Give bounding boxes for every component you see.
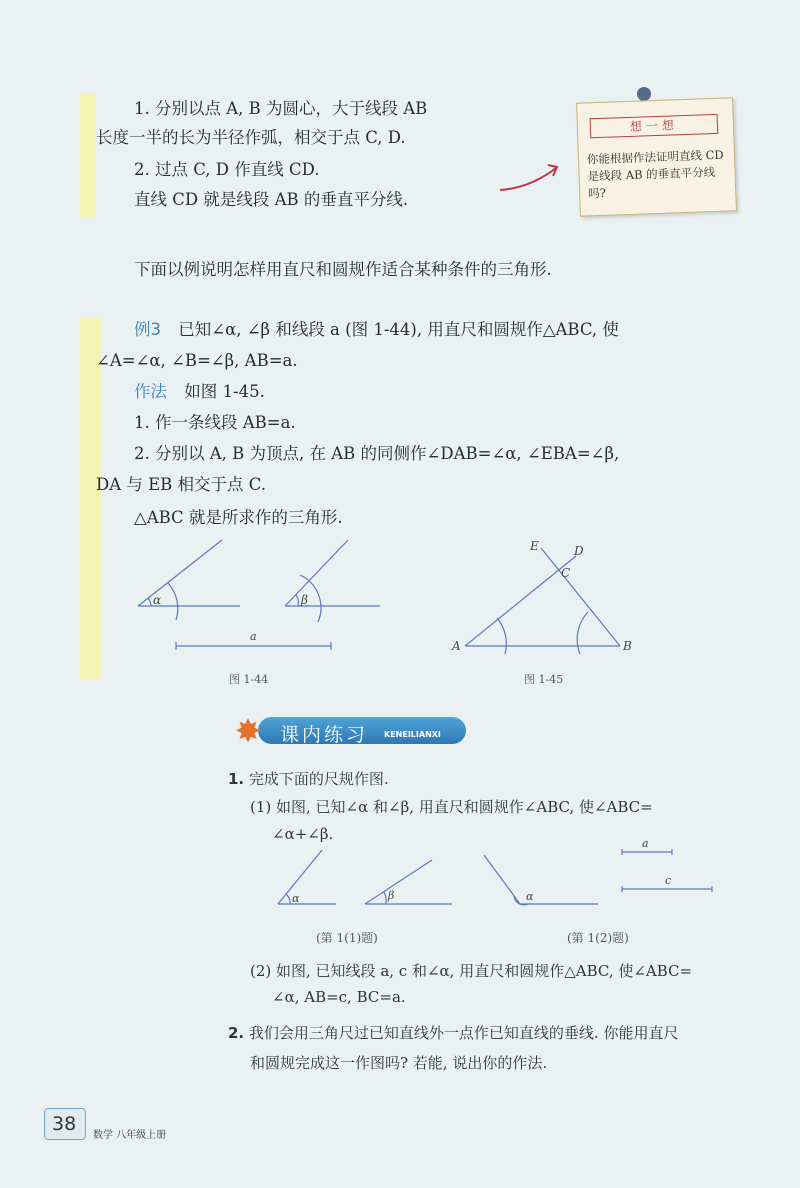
method-label: 作法	[134, 382, 167, 401]
example-text-1: 已知∠α, ∠β 和线段 a (图 1-44), 用直尺和圆规作△ABC, 使	[178, 320, 619, 339]
think-card-title: 想一想	[590, 114, 719, 138]
fig44-caption: 图 1-44	[229, 673, 269, 686]
top-line-2: 长度一半的长为半径作弧，相交于点 C, D.	[96, 128, 406, 147]
fig44-angle-beta	[285, 540, 380, 622]
ex1-angle-beta	[365, 860, 452, 904]
star-icon: ✸	[234, 712, 262, 750]
step-2b: DA 与 EB 相交于点 C.	[96, 475, 267, 494]
fig45-label-A: A	[452, 639, 461, 653]
ex2-label-c: c	[665, 874, 672, 887]
step-2a: 2. 分别以 A, B 为顶点, 在 AB 的同侧作∠DAB=∠α, ∠EBA=∠β,	[134, 444, 620, 463]
exercise-2b: 和圆规完成这一作图吗? 若能, 说出你的作法.	[250, 1054, 548, 1072]
ex1-label-beta: β	[388, 889, 395, 902]
fig45-label-C: C	[561, 566, 571, 580]
fig45-label-D: D	[574, 544, 584, 558]
fig44-segment-a	[176, 642, 331, 650]
fig45-label-E: E	[530, 539, 539, 553]
top-line-3: 2. 过点 C, D 作直线 CD.	[134, 160, 320, 179]
pointer-arrow	[500, 168, 556, 190]
exercise-1-2-caption: (第 1(2)题)	[567, 931, 629, 945]
fig44-label-a: a	[250, 630, 257, 643]
fig44-angle-alpha	[138, 540, 240, 620]
fig45-caption: 图 1-45	[524, 673, 564, 686]
exercise-1-2b: ∠α, AB=c, BC=a.	[272, 988, 406, 1006]
fig45-triangle	[465, 548, 620, 654]
fig44-label-alpha: α	[153, 593, 162, 607]
example-line-2: ∠A=∠α, ∠B=∠β, AB=a.	[96, 351, 298, 370]
step-1: 1. 作一条线段 AB=a.	[134, 413, 296, 432]
example-label: 例3	[134, 320, 161, 339]
exercise-2-text-a: 我们会用三角尺过已知直线外一点作已知直线的垂线. 你能用直尺	[248, 1024, 679, 1042]
top-line-1: 1. 分别以点 A, B 为圆心，大于线段 AB	[134, 99, 428, 118]
ex2-angle-alpha	[484, 855, 598, 905]
exercise-1-1-caption: (第 1(1)题)	[316, 931, 378, 945]
exercise-1-number: 1.	[228, 770, 245, 788]
fig44-label-beta: β	[301, 593, 308, 607]
fig45-label-B: B	[623, 639, 632, 653]
intro-text: 下面以例说明怎样用直尺和圆规作适合某种条件的三角形.	[134, 260, 552, 279]
ex2-label-a: a	[642, 837, 649, 850]
exercise-1-1a: (1) 如图, 已知∠α 和∠β, 用直尺和圆规作∠ABC, 使∠ABC=	[250, 798, 653, 816]
exercise-2-number: 2.	[228, 1024, 245, 1042]
conclusion: △ABC 就是所求作的三角形.	[134, 508, 343, 527]
top-line-4: 直线 CD 就是线段 AB 的垂直平分线.	[134, 190, 409, 209]
exercise-1	[228, 768, 389, 789]
exercise-banner-subtitle: KENEILIANXI	[384, 730, 441, 739]
footer-book-title: 数学 八年级上册	[93, 1130, 167, 1141]
exercise-1-2a: (2) 如图, 已知线段 a, c 和∠α, 用直尺和圆规作△ABC, 使∠ABC=	[250, 962, 693, 980]
ex1-label-alpha: α	[292, 892, 300, 905]
ex2-label-alpha: α	[526, 890, 534, 903]
exercise-1-text: 完成下面的尺规作图.	[248, 770, 389, 788]
ex1-angle-alpha	[278, 850, 336, 904]
page-number: 38	[52, 1113, 77, 1135]
think-card-body: 你能根据作法证明直线 CD 是线段 AB 的垂直平分线吗?	[586, 147, 724, 201]
method-text: 如图 1-45.	[184, 382, 265, 401]
exercise-2a-line	[228, 1022, 678, 1043]
exercise-banner-title: 课内练习	[280, 724, 369, 746]
exercise-1-1b: ∠α+∠β.	[272, 825, 334, 843]
